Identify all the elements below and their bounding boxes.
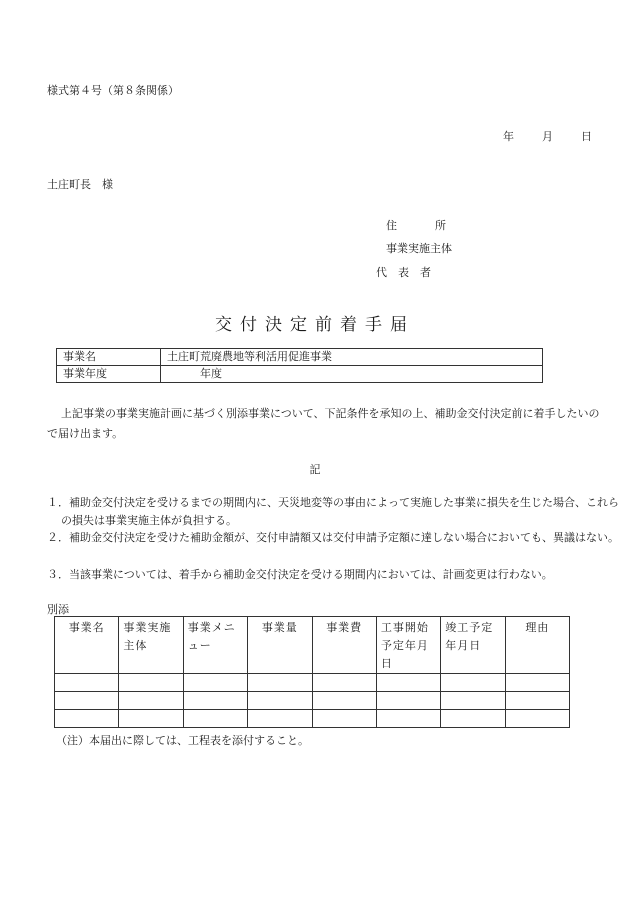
condition-2: ２．補助金交付決定を受けた補助金額が、交付申請額又は交付申請予定額に達しない場合においても、異議はない。 <box>47 531 619 544</box>
table-row <box>55 674 570 692</box>
col-completion-date: 竣工予定年月日 <box>441 617 505 674</box>
appendix-table <box>54 616 570 728</box>
table-row <box>55 710 570 728</box>
address-label-part1: 住 <box>386 219 397 232</box>
date-line <box>503 128 592 144</box>
col-project-menu: 事業メニュー <box>183 617 247 674</box>
date-month: 月 <box>542 130 553 143</box>
note: （注）本届出に際しては、工程表を添付すること。 <box>56 734 309 747</box>
col-start-date: 工事開始予定年月日 <box>376 617 440 674</box>
appendix-header-row <box>55 617 570 674</box>
applicant-organization-label: 事業実施主体 <box>386 242 452 255</box>
table-row <box>57 349 543 366</box>
address-label-part2: 所 <box>435 219 446 232</box>
applicant-address-label <box>386 217 446 233</box>
col-implementing-body: 事業実施主体 <box>119 617 183 674</box>
col-project-cost: 事業費 <box>312 617 376 674</box>
appendix-label: 別添 <box>47 603 69 616</box>
project-name-label: 事業名 <box>57 349 161 366</box>
addressee: 土庄町長 様 <box>47 178 113 191</box>
project-year-label: 事業年度 <box>57 366 161 383</box>
form-number: 様式第４号（第８条関係） <box>47 84 179 97</box>
project-year-value: 年度 <box>161 366 543 383</box>
condition-1: １．補助金交付決定を受けるまでの期間内に、天災地変等の事由によって実施した事業に損失を生じた場合、これらの損失は事業実施主体が負担する。 <box>47 496 619 527</box>
table-row <box>55 692 570 710</box>
ki-heading: 記 <box>309 463 321 476</box>
body-text: 上記事業の事業実施計画に基づく別添事業について、下記条件を承知の上、補助金交付決定前に着手したいので届け出ます。 <box>47 407 600 440</box>
col-project-quantity: 事業量 <box>248 617 312 674</box>
col-project-name: 事業名 <box>55 617 119 674</box>
applicant-representative-label: 代 表 者 <box>376 266 431 279</box>
condition-3: ３．当該事業については、着手から補助金交付決定を受ける期間内においては、計画変更は行わない。 <box>47 568 553 581</box>
document-title: 交付決定前着手届 <box>215 315 415 335</box>
date-year: 年 <box>503 130 514 143</box>
date-day: 日 <box>581 130 592 143</box>
table-row <box>57 366 543 383</box>
project-name-value: 土庄町荒廃農地等利活用促進事業 <box>161 349 543 366</box>
col-reason: 理由 <box>505 617 569 674</box>
project-info-table <box>56 348 543 383</box>
